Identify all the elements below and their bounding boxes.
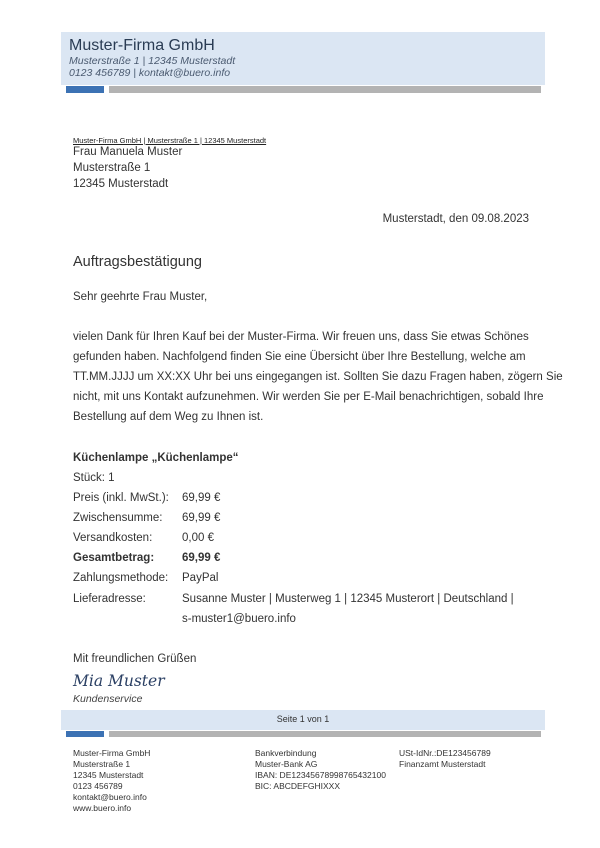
footer-tax-office: Finanzamt Musterstadt xyxy=(399,759,486,769)
price-value: 69,99 € xyxy=(182,492,221,504)
letterhead xyxy=(61,32,545,85)
salutation: Sehr geehrte Frau Muster, xyxy=(73,291,208,303)
sender-return-line: Muster-Firma GmbH | Musterstraße 1 | 12345 Musterstadt xyxy=(73,136,267,145)
footer-email: kontakt@buero.info xyxy=(73,792,147,802)
body-line: vielen Dank für Ihren Kauf bei der Muster-Firma. Wir freuen uns, dass Sie etwas Schönes xyxy=(73,331,529,343)
signature: Mia Muster xyxy=(73,672,165,690)
footer-phone: 0123 456789 xyxy=(73,781,123,791)
quantity: Stück: 1 xyxy=(73,472,115,484)
header-divider-bar xyxy=(109,86,541,93)
subtotal-value: 69,99 € xyxy=(182,512,221,524)
delivery-label: Lieferadresse: xyxy=(73,593,146,605)
footer-vat-id: USt-IdNr.:DE123456789 xyxy=(399,748,491,758)
total-value: 69,99 € xyxy=(182,552,221,564)
footer-city: 12345 Musterstadt xyxy=(73,770,144,780)
body-line: TT.MM.JJJJ um XX:XX Uhr bei uns eingegangen ist. Sollten Sie dazu Fragen haben, zögern Sie xyxy=(73,371,563,383)
footer-street: Musterstraße 1 xyxy=(73,759,131,769)
footer-iban: IBAN: DE12345678998765432100 xyxy=(255,770,386,780)
recipient-name: Frau Manuela Muster xyxy=(73,146,183,158)
signer-role: Kundenservice xyxy=(73,693,143,705)
footer-divider-bar xyxy=(109,731,541,737)
footer-accent-bar xyxy=(66,731,104,737)
footer-band xyxy=(61,710,545,730)
footer-bic: BIC: ABCDEFGHIXXX xyxy=(255,781,341,791)
closing-phrase: Mit freundlichen Grüßen xyxy=(73,653,197,665)
letter-subject: Auftragsbestätigung xyxy=(73,254,202,270)
recipient-street: Musterstraße 1 xyxy=(73,162,151,174)
delivery-address-line: Susanne Muster | Musterweg 1 | 12345 Musterort | Deutschland | xyxy=(182,593,514,605)
letter-date: Musterstadt, den 09.08.2023 xyxy=(382,213,529,225)
company-name: Muster-Firma GmbH xyxy=(69,37,215,54)
footer-company-column xyxy=(73,748,150,814)
delivery-email: s-muster1@buero.info xyxy=(182,613,296,625)
total-label: Gesamtbetrag: xyxy=(73,552,155,564)
footer-tax-column xyxy=(399,748,491,770)
payment-label: Zahlungsmethode: xyxy=(73,572,169,584)
body-line: Bestellung auf dem Weg zu Ihnen ist. xyxy=(73,411,264,423)
price-label: Preis (inkl. MwSt.): xyxy=(73,492,169,504)
footer-bank-heading: Bankverbindung xyxy=(255,748,317,758)
company-contact: 0123 456789 | kontakt@buero.info xyxy=(69,67,231,79)
footer-company-name: Muster-Firma GmbH xyxy=(73,748,151,758)
shipping-value: 0,00 € xyxy=(182,532,214,544)
body-line: nicht, mit uns Kontakt aufzunehmen. Wir werden Sie per E-Mail benachrichtigen, sobald Ihre xyxy=(73,391,544,403)
payment-value: PayPal xyxy=(182,572,219,584)
header-accent-bar xyxy=(66,86,104,93)
footer-bank-name: Muster-Bank AG xyxy=(255,759,318,769)
body-line: gefunden haben. Nachfolgend finden Sie eine Übersicht über Ihre Bestellung, welche am xyxy=(73,351,526,363)
subtotal-label: Zwischensumme: xyxy=(73,512,163,524)
shipping-label: Versandkosten: xyxy=(73,532,153,544)
recipient-city: 12345 Musterstadt xyxy=(73,178,169,190)
company-address: Musterstraße 1 | 12345 Musterstadt xyxy=(69,55,236,67)
footer-website: www.buero.info xyxy=(73,803,132,813)
footer-bank-column xyxy=(255,748,386,792)
page-number: Seite 1 von 1 xyxy=(276,714,330,724)
product-title: Küchenlampe „Küchenlampe“ xyxy=(73,452,239,464)
